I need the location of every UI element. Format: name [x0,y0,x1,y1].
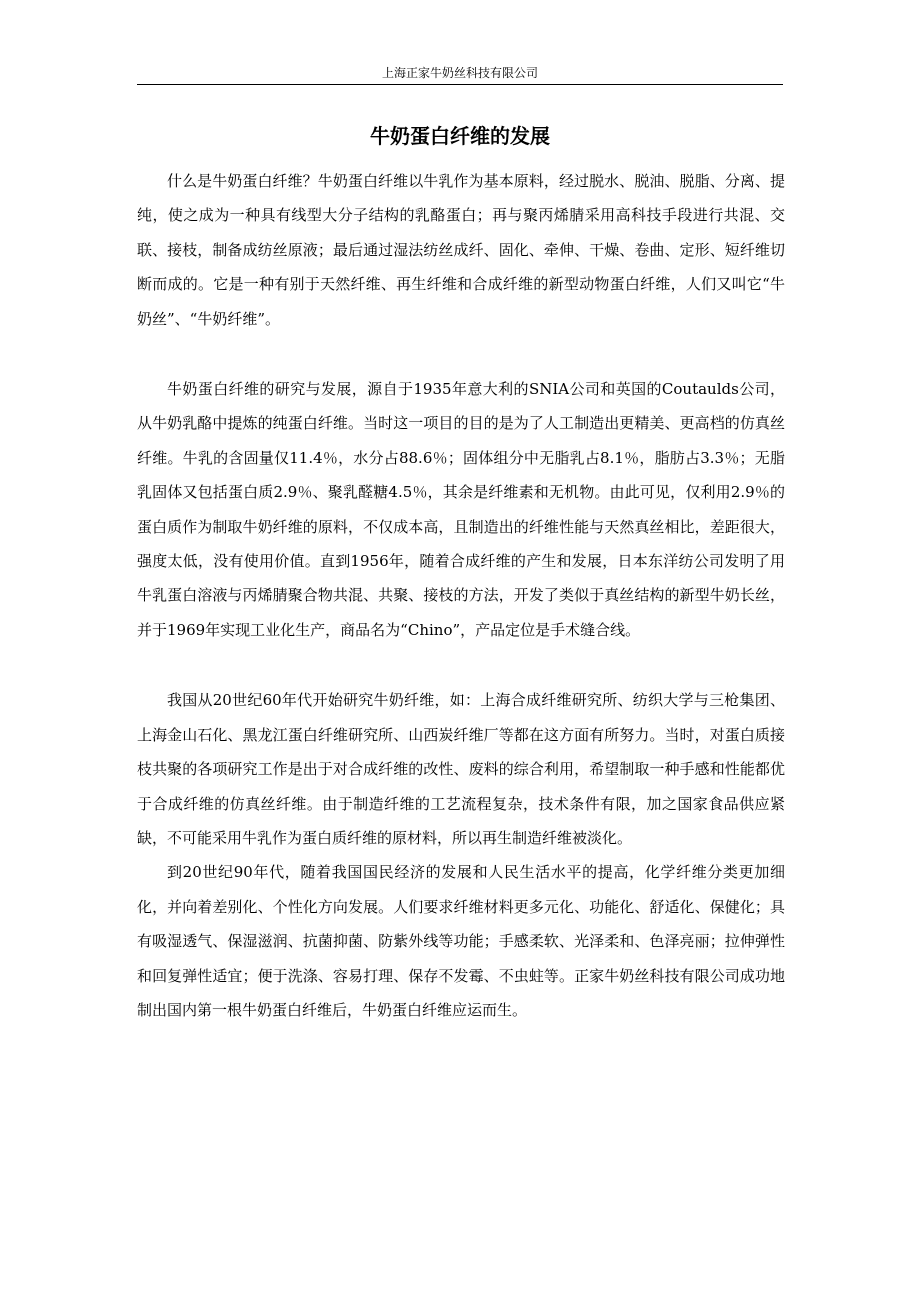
page-title: 牛奶蛋白纤维的发展 [370,124,550,148]
paragraph-history-abroad: 牛奶蛋白纤维的研究与发展，源自于1935年意大利的SNIA公司和英国的Coutaulds公司，从牛奶乳酪中提炼的纯蛋白纤维。当时这一项目的目的是为了人工制造出更精美、更高档的仿真丝纤维。牛乳的含固量仅11.4％，水分占88.6％；固体组分中无脂乳占8.1％，脂肪占3.3％；无脂乳固体又包括蛋白质2.9％、聚乳醛糖4.5％，其余是纤维素和无机物。由此可见，仅利用2.9％的蛋白质作为制取牛奶纤维的原料，不仅成本高，且制造出的纤维性能与天然真丝相比，差距很大，强度太低，没有使用价值。直到1956年，随着合成纤维的产生和发展，日本东洋纺公司发明了用牛乳蛋白溶液与丙烯腈聚合物共混、共聚、接枝的方法，开发了类似于真丝结构的新型牛奶长丝，并于1969年实现工业化生产，商品名为“Chino”，产品定位是手术缝合线。 [137,380,785,639]
paragraph-history-china: 我国从20世纪60年代开始研究牛奶纤维，如：上海合成纤维研究所、纺织大学与三枪集团、上海金山石化、黑龙江蛋白纤维研究所、山西炭纤维厂等都在这方面有所努力。当时，对蛋白质接枝共聚的各项研究工作是出于对合成纤维的改性、废料的综合利用，希望制取一种手感和性能都优于合成纤维的仿真丝纤维。由于制造纤维的工艺流程复杂，技术条件有限，加之国家食品供应紧缺，不可能采用牛乳作为蛋白质纤维的原材料，所以再生制造纤维被淡化。 [137,691,785,847]
paragraph-definition: 什么是牛奶蛋白纤维？牛奶蛋白纤维以牛乳作为基本原料，经过脱水、脱油、脱脂、分离、提纯，使之成为一种具有线型大分子结构的乳酪蛋白；再与聚丙烯腈采用高科技手段进行共混、交联、接枝，制备成纺丝原液；最后通过湿法纺丝成纤、固化、牵伸、干燥、卷曲、定形、短纤维切断而成的。它是一种有别于天然纤维、再生纤维和合成纤维的新型动物蛋白纤维，人们又叫它“牛奶丝”、“牛奶纤维”。 [137,172,785,328]
paragraph-modern-development: 到20世纪90年代，随着我国国民经济的发展和人民生活水平的提高，化学纤维分类更加细化，并向着差别化、个性化方向发展。人们要求纤维材料更多元化、功能化、舒适化、保健化；具有吸湿透气、保湿滋润、抗菌抑菌、防紫外线等功能；手感柔软、光泽柔和、色泽亮丽；拉伸弹性和回复弹性适宜；便于洗涤、容易打理、保存不发霉、不虫蛀等。正家牛奶丝科技有限公司成功地制出国内第一根牛奶蛋白纤维后，牛奶蛋白纤维应运而生。 [137,863,785,1019]
header-divider [137,84,783,85]
paragraph-spacer [137,336,785,372]
page-header: 上海正家牛奶丝科技有限公司 [381,66,538,80]
paragraph-spacer [137,647,785,683]
document-body [137,164,785,1027]
